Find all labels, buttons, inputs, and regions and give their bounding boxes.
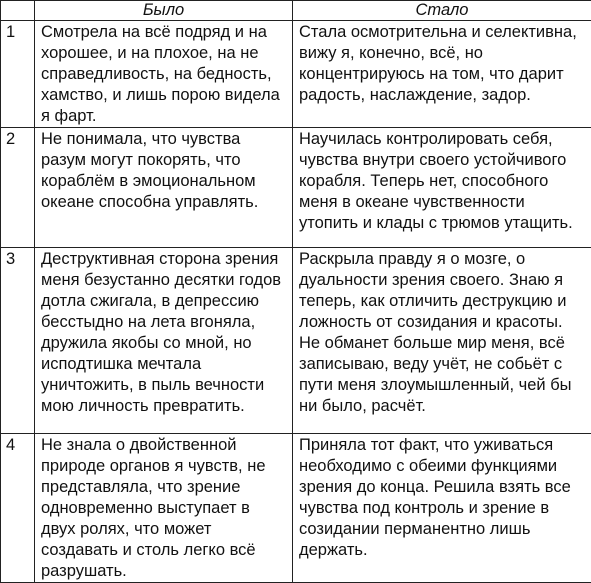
table-row (1, 128, 591, 248)
table-row (1, 21, 591, 128)
after-cell: Научилась контролировать себя, чувства внутри своего устойчивого корабля. Теперь нет, способного меня в океане чувственности утопить и клады с трюмов утащить. (293, 128, 591, 248)
row-number: 2 (1, 128, 35, 248)
row-number: 1 (1, 21, 35, 128)
header-number (1, 1, 35, 21)
after-cell: Стала осмотрительна и селективна, вижу я, конечно, всё, но концентрируюсь на том, что дарит радость, наслаждение, задор. (293, 21, 591, 128)
row-number: 4 (1, 434, 35, 583)
after-cell: Приняла тот факт, что уживаться необходимо с обеими функциями зрения до конца. Решила взять все чувства под контроль и зрение в созидании перманентно лишь держать. (293, 434, 591, 583)
after-cell: Раскрыла правду я о мозге, о дуальности зрения своего. Знаю я теперь, как отличить деструкцию и ложность от созидания и красоты. Не обманет больше мир меня, всё записываю, веду учёт, не собьёт с пути меня злоумышленный, чей бы ни было, расчёт. (293, 248, 591, 434)
before-cell: Не понимала, что чувства разум могут покорять, что кораблём в эмоциональном океане способна управлять. (35, 128, 293, 248)
before-cell: Деструктивная сторона зрения меня безустанно десятки годов дотла сжигала, в депрессию бесстыдно на лета вгоняла, дружила якобы со мной, но исподтишка мечтала уничтожить, в пыль вечности мою личность превратить. (35, 248, 293, 434)
table-row (1, 434, 591, 583)
before-cell: Не знала о двойственной природе органов я чувств, не представляла, что зрение одновременно выступает в двух ролях, что может создавать и столь легко всё разрушать. (35, 434, 293, 583)
table-row (1, 248, 591, 434)
before-cell: Смотрела на всё подряд и на хорошее, и на плохое, на не справедливость, на бедность, хамство, и лишь порою видела я фарт. (35, 21, 293, 128)
header-before: Было (35, 1, 293, 21)
header-after: Стало (293, 1, 591, 21)
row-number: 3 (1, 248, 35, 434)
table-header-row (1, 1, 591, 21)
